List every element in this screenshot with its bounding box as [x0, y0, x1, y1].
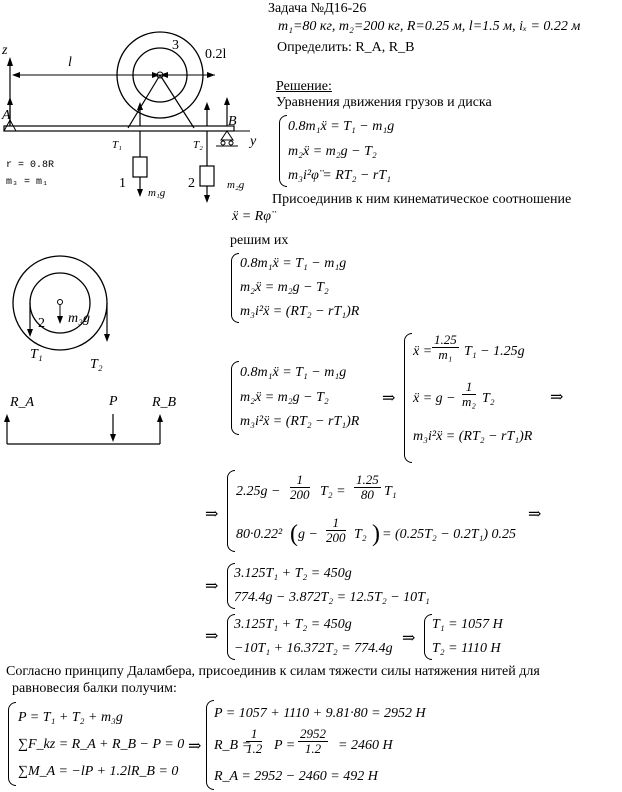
- dalamber-text-2: равновесия балки получим:: [12, 681, 177, 696]
- sys5-eq1: 3.125T₁ + T₂ = 450g: [234, 566, 352, 581]
- label-weight-2: 2: [188, 176, 195, 191]
- label-T1: T₁: [112, 139, 122, 151]
- sys1-eq3: m₃i²φ̈ = RT₂ − rT₁: [288, 168, 392, 183]
- result-t1: T₁ = 1057 Н: [432, 617, 503, 632]
- sys4-eq1b: T₂ =: [320, 484, 346, 499]
- fraction: $\frac{1.25}{80}$: [356, 472, 379, 502]
- fraction: $\frac{1}{\text{m₂}}$: [462, 379, 476, 409]
- label-A: A: [2, 108, 11, 123]
- sys4-eq1a: 2.25g −: [236, 484, 281, 499]
- value-rb-b: P =: [274, 738, 296, 753]
- value-ra: R_A = 2952 − 2460 = 492 Н: [214, 769, 378, 784]
- sys4-eq2b: g −: [298, 527, 318, 542]
- implies-arrow: ⇒: [382, 390, 396, 407]
- fraction: $\frac{1.25}{\text{m₁}}$: [434, 332, 457, 362]
- solve-text: решим их: [230, 233, 289, 248]
- label-fig2-T2: T₂: [90, 357, 103, 372]
- sys3-eq2: m₂ẍ = m₂g − T₂: [240, 390, 329, 405]
- eq-sum-fz: ∑F_kz = R_A + R_B − P = 0: [18, 737, 185, 752]
- given-data: m₁=80 кг, m₂=200 кг, R=0.25 м, l=1.5 м, iₓ = 0.22 м: [278, 19, 581, 34]
- paren-open: (: [290, 521, 298, 547]
- eq-p: P = T₁ + T₂ + m₃g: [18, 710, 123, 725]
- label-P: P: [109, 394, 118, 409]
- value-rb-c: = 2460 Н: [338, 738, 393, 753]
- sys2-eq2: m₂ẍ = m₂g − T₂: [240, 280, 329, 295]
- label-RB: R_B: [152, 395, 177, 410]
- sys3r-eq1-lhs: ẍ =: [413, 344, 433, 359]
- implies-arrow: ⇒: [205, 506, 219, 523]
- label-l: l: [68, 55, 72, 70]
- label-m3-eq: m₃ = m₁: [6, 177, 49, 188]
- sys5-eq2: 774.4g − 3.872T₂ = 12.5T₂ − 10T₁: [234, 590, 430, 605]
- paren-close: ): [372, 521, 380, 547]
- fraction: $\frac{1}{200}$: [290, 472, 310, 502]
- result-t2: T₂ = 1110 Н: [432, 641, 501, 656]
- fraction: $\frac{1}{200}$: [326, 515, 346, 545]
- sys3r-eq1-rhs: T₁ − 1.25g: [464, 344, 525, 359]
- implies-arrow: ⇒: [528, 506, 542, 523]
- sys6-eq2: −10T₁ + 16.372T₂ = 774.4g: [234, 641, 393, 656]
- label-fig2-T1: T₁: [30, 347, 43, 362]
- sys3-eq1: 0.8m₁ẍ = T₁ − m₁g: [240, 365, 347, 380]
- eq-sum-ma: ∑M_A = −lP + 1.2lR_B = 0: [18, 764, 179, 779]
- label-y: y: [250, 134, 257, 149]
- sys1-eq2: m₂ẍ = m₂g − T₂: [288, 144, 377, 159]
- value-p: P = 1057 + 1110 + 9.81·80 = 2952 Н: [214, 706, 426, 721]
- value-rb-a: R_B =: [214, 738, 252, 753]
- label-weight-1: 1: [119, 176, 126, 191]
- fraction: $\frac{2952}{1.2}$: [300, 726, 326, 756]
- fraction: $\frac{1}{1.2}$: [246, 726, 263, 756]
- sys4-eq2d: = (0.25T₂ − 0.2T₁) 0.25: [382, 527, 517, 542]
- label-B: B: [228, 114, 237, 129]
- kinematic-text: Присоединив к ним кинематическое соотношение: [272, 192, 572, 207]
- label-r-eq: r = 0.8R: [6, 160, 55, 171]
- sys4-eq2a: 80·0.22²: [236, 527, 283, 542]
- label-m1g: m₁g: [148, 187, 166, 199]
- label-fig2-2: 2: [38, 316, 45, 331]
- label-RA: R_A: [10, 395, 35, 410]
- implies-arrow: ⇒: [402, 630, 416, 647]
- label-m2g: m₂g: [227, 179, 245, 191]
- solution-heading: Решение:: [276, 79, 332, 94]
- find-line: Определить: R_A, R_B: [277, 40, 415, 55]
- sys4-eq2c: T₂: [354, 527, 367, 542]
- label-T2: T₂: [193, 139, 203, 151]
- implies-arrow: ⇒: [188, 738, 202, 755]
- sys4-eq1c: T₁: [384, 484, 397, 499]
- label-0-2l: 0.2l: [205, 47, 227, 62]
- sys3r-eq2-lhs: ẍ = g −: [413, 391, 456, 406]
- dalamber-text: Согласно принципу Даламбера, присоединив к силам тяжести силы натяжения нитей для: [6, 664, 540, 679]
- sys3r-eq2-rhs: T₂: [482, 391, 495, 406]
- label-m3g: m₃g: [68, 311, 90, 326]
- sys3-eq3: m₃i²ẍ = (RT₂ − rT₁)R: [240, 414, 360, 429]
- implies-arrow: ⇒: [205, 578, 219, 595]
- sys2-eq3: m₃i²ẍ = (RT₂ − rT₁)R: [240, 304, 360, 319]
- label-z: z: [2, 43, 8, 58]
- sys6-eq1: 3.125T₁ + T₂ = 450g: [234, 617, 352, 632]
- label-disk-3: 3: [172, 38, 179, 53]
- intro-text: Уравнения движения грузов и диска: [276, 95, 492, 110]
- sys2-eq1: 0.8m₁ẍ = T₁ − m₁g: [240, 256, 347, 271]
- kinematic-eq: ẍ = Rφ̈: [232, 209, 271, 224]
- problem-title: Задача №Д16-26: [268, 1, 367, 16]
- sys1-eq1: 0.8m₁ẍ = T₁ − m₁g: [288, 119, 395, 134]
- sys3r-eq3: m₃i²ẍ = (RT₂ − rT₁)R: [413, 429, 533, 444]
- implies-arrow: ⇒: [550, 389, 564, 406]
- implies-arrow: ⇒: [205, 628, 219, 645]
